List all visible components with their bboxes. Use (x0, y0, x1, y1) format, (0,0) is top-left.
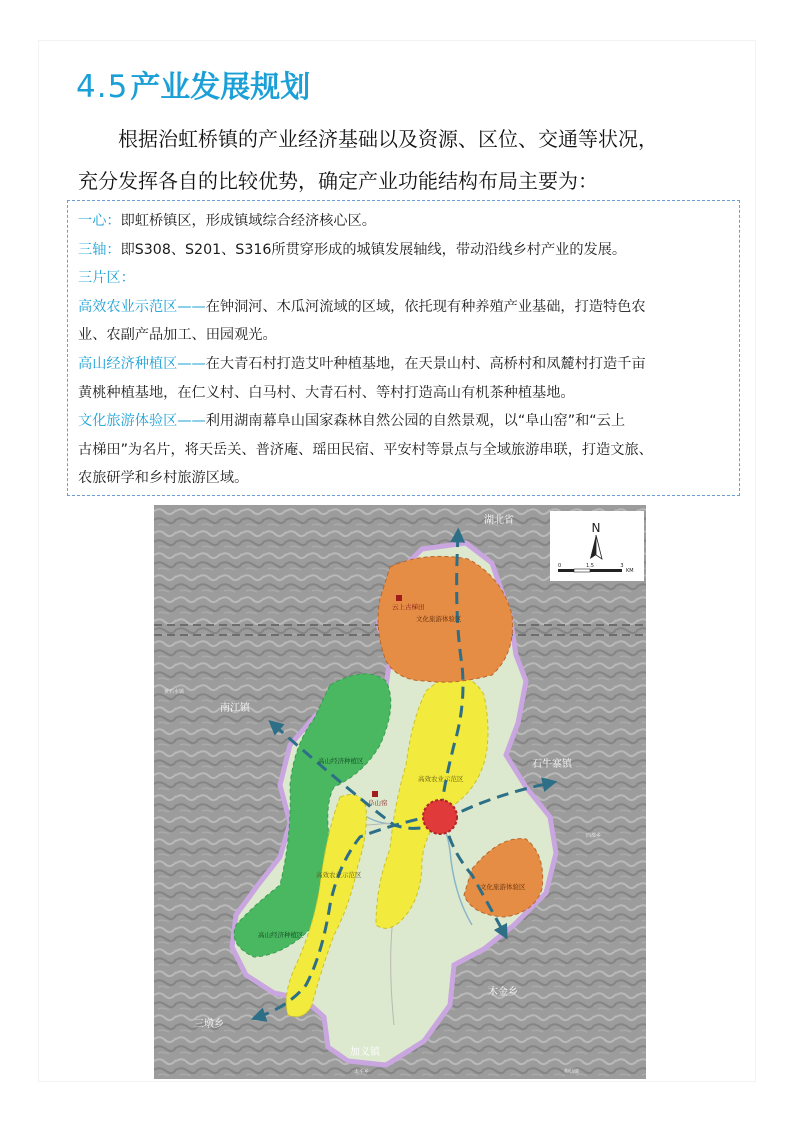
intro-line-1: 根据治虹桥镇的产业经济基础以及资源、区位、交通等状况， (118, 127, 658, 151)
zone1-text-a: 在钟洞河、木瓜河流域的区域，依托现有种养殖产业基础，打造特色农 (205, 298, 646, 315)
small-place-1: 黄石水镇 (164, 689, 185, 695)
core-town-circle (423, 800, 457, 834)
zone2-key: 高山经济种植区—— (78, 355, 206, 372)
zone1-key: 高效农业示范区—— (78, 298, 206, 315)
intro-line-2: 充分发挥各自的比较优势，确定产业功能结构布局主要为： (78, 169, 598, 193)
section-number: 4.5 (76, 69, 129, 105)
zone3-key: 文化旅游体验区—— (78, 413, 206, 430)
core-item (78, 207, 729, 236)
zone-agri-central-label: 高效农业示范区 (418, 775, 464, 783)
axes-key: 三轴： (78, 241, 121, 258)
zone2-text-a: 在大青石村打造艾叶种植基地，在天景山村、高桥村和凤麓村打造千亩 (205, 355, 646, 372)
industry-layout-map (154, 505, 646, 1079)
zones-key: 三片区： (78, 270, 135, 287)
zone1-text-b: 业、农副产品加工、田园观光。 (78, 327, 277, 344)
place-south: 加义镇 (350, 1047, 380, 1058)
zone3-text-b: 古梯田”为名片，将天岳关、普济庵、瑶田民宿、平安村等景点与全域旅游串联，打造文旅、 (78, 441, 653, 458)
axes-text: 即S308、S201、S316所贯穿形成的城镇发展轴线，带动沿线乡村产业的发展。 (120, 241, 627, 258)
small-place-4: 梅仙镇 (564, 1069, 580, 1075)
terraces-poi-icon (396, 595, 402, 601)
zone2-text-b: 黄桃种植基地，在仁义村、白马村、大青石村、等村打造高山有机茶种植基地。 (78, 384, 575, 401)
kiln-poi-icon (372, 791, 378, 797)
place-southeast: 木金乡 (488, 987, 518, 998)
core-text: 即虹桥镇区，形成镇域综合经济核心区。 (120, 213, 376, 229)
zone3-text-a: 利用湖南幕阜山国家森林自然公园的自然景观，以“阜山窑”和“云上 (205, 413, 626, 430)
scale-bar-light (574, 569, 590, 572)
kiln-poi-label: 阜山窑 (368, 799, 388, 807)
zone-mountain-north-label: 高山经济种植区 (318, 757, 364, 765)
core-key: 一心： (78, 213, 121, 229)
zone-tourism-southeast-label: 文化旅游体验区 (480, 883, 526, 891)
section-heading: 产业发展规划 (130, 70, 311, 105)
terraces-poi-label: 云上古梯田 (392, 603, 425, 611)
place-north: 湖北省 (484, 515, 514, 526)
zone1-item (78, 293, 729, 322)
intro-paragraph (78, 118, 718, 202)
scale-bar-dark-2 (590, 569, 622, 572)
scale-unit: KM (626, 568, 634, 574)
layout-summary-box (67, 200, 740, 496)
place-east: 石牛寨镇 (532, 759, 572, 770)
section-title (76, 62, 310, 106)
map-canvas (154, 505, 646, 1079)
zone-mountain-south-label: 高山经济种植区 (258, 931, 304, 939)
zone3-item (78, 407, 729, 436)
place-west: 南江镇 (220, 703, 250, 714)
scale-bar-dark-1 (558, 569, 574, 572)
small-place-2: 四都乡 (586, 833, 602, 839)
scale-label-1: 1.5 (586, 563, 594, 569)
small-place-3: 太平乡 (354, 1069, 370, 1075)
axes-item (78, 236, 729, 265)
zone-agri-west-label: 高效农业示范区 (316, 871, 362, 879)
zone-tourism-north-label: 文化旅游体验区 (416, 615, 462, 623)
north-label: N (591, 521, 601, 535)
place-southwest: 三墩乡 (194, 1019, 224, 1030)
scale-label-2: 3 (620, 563, 624, 569)
zone3-text-c: 农旅研学和乡村旅游区域。 (78, 470, 249, 487)
scale-label-0: 0 (558, 563, 562, 569)
zones-item (78, 264, 729, 293)
zone2-item (78, 350, 729, 379)
